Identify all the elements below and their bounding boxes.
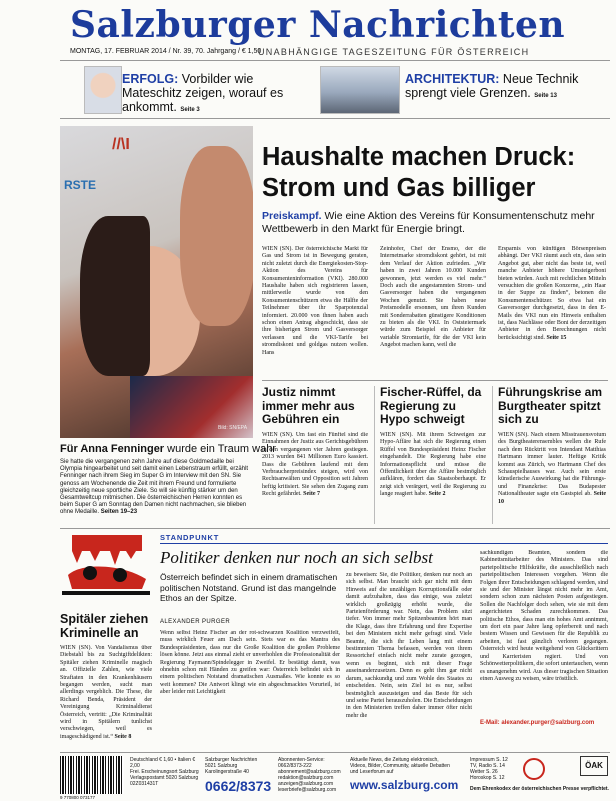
lead-col-2: Zeinhofer, Chef der Ensmo, der die Internetmarke stromdiskont gehört, ist mit dem Verlauf der Aktion zufrieden. „Wir haben in zwei Jahren 10.000 Kunden gewonnen, jetzt werden es viel mehr.“ Doch auch die angestammten Strom- und Gasversorger haben die vergangenen Wochen genutzt. Sie haben neue Preismodelle ersonnen, um ihren Kunden mit Sonderrabatten günstigere Konditionen zu bieten als die VKI. In Oststeiermark würde zum Beispiel ein Anbieter für variable Stromtarife, für die der VKI kein Angebot machen kann, weil die [380,246,486,349]
divider [492,386,493,524]
sub-body-justiz: WIEN (SN). Um fast ein Fünftel sind die Einnahmen der Justiz aus Gerichtsgebühren in den vergangenen vier Jahren gestiegen. 2013 wurden 841 Millionen Euro kassiert. Dass die Gebühren laufend mit dem Verbraucherpreisindex steigen, wird von Rechtsanwälten und Opposition seit Jahren heftig kritisiert. Sie sehen den Zugang zum Recht gefährdet. Seite 7 [262,432,368,498]
sub-body-burgtheater: WIEN (SN). Nach einem Misstrauensvotum des Burgtheaterensembles wellen die Rufe nach dem Rücktritt von Intendant Matthias Hartmann immer lauter. Heftige Kritik kommt aus Zürich, wo Hartmann Chef des Schauspielhauses war. Auch sein erste künstlerische Auswirkung hat die Führungs- und Finanzkrise: Das Budapester Nationaltheater sagte ein Gastspiel ab. Seite 10 [498,432,606,505]
standpunkt-email[interactable]: E-Mail: alexander.purger@salzburg.com [480,720,595,726]
left-story-body: WIEN (SN). Von Vandalismus über Diebstahl bis zu Suchtgiftdelikten: Spitäler ziehen Kriminelle magisch an. Offizielle Zahlen, wie viele Straftaten in den Krankenhäusern begangen werden, sucht man allerdings vergeblich. Die These, die Richard Benda, Präsident der Vereinigung Kriminaldienst Österreich, vertritt: „Die Kriminalität wird in Spitälern tunlichst verschwiegen, weil es imageschädigend ist.“ Seite 8 [60,645,152,740]
photo-sign-logo: //\I [112,136,130,153]
index-row: Impressum S. 12 [470,757,508,763]
oak-badge: ÖAK [580,756,608,776]
barcode-number: 9 770800 073177 [60,795,96,800]
caption-page: Seiten 19–23 [100,509,138,516]
standpunkt-col-1: Wenn selbst Heinz Fischer an der rot-schwarzen Koalition verzweifelt, muss wirklich Feuer am Dach sein. Stets war es das Mantra des Bundespräsidenten, dass nur die Große Koalition die großen Probleme lösen könne. Jetzt aus einmal zieht er unverhohlen die Professionalität der Regierung Faymann/Spindelegger in Zweifel. Er bestätigt damit, was ohnehin schon mit Händen zu greifen war: Österreich befindet sich in einem politischen Notstand dramatischen Ausmaßes. Wie konnte es so weit kommen? Die Antwort klingt wie ein abgeschmacktes Vorurteil, ist aber leider mit Leichtigkeit [160,630,340,696]
left-story-head[interactable]: Spitäler ziehen Kriminelle an [60,612,149,640]
photo-credit: Bild: SN/EPA [218,425,248,431]
standpunkt-col-3: sachkundigen Beamten, sondern die Kabinettsmitarbeiter des Ministers. Das sind parteipolitische Hilfskräfte, die ausschließlich nach parteipolitischen Interessen vorgehen. Wenn die Folgen ihrer Entscheidungen schlagend werden, sind sie und der Minister längst nicht mehr im Amt, sondern schon zum nächsten Posten aufgestiegen. Sollen die Nachfolger doch sehen, wie sie mit dem angerichteten Schaden zurechtkommen. Das politische Ethos, dass man ein hohes Amt annimmt, um dort ein paar Jahre lang opferbereit und nach bestem Wissen und Gewissen für die Republik zu arbeiten, ist fast gänzlich verloren gegangen. Österreich wird heute weitgehend von Glücksrittern und Karrieristen regiert. Und von Schönwetterpolitikern, die sofort untertauchen, wenn es unangenehm wird. Aus dieser tragischen Situation einen Ausweg zu weisen, wäre trösttlich. [480,550,608,682]
sub-head-burgtheater[interactable]: Führungskrise am Burgtheater spitzt sich zu [498,385,603,426]
divider [60,118,610,119]
caption-body: Sie hatte die vergangenen zehn Jahre auf diese Goldmedaille bei Olympia hingearbeitet und seit damit einen Lebenstraum erfüllt, erzählt Fenninger nach ihrem Sieg im Super G im Interview mit den SN. Sie genoss am Wochenende die Zeit mit ihrem Freund und formulierte gleichzeitig neue sportliche Ziele. So will sie künftig stärker um den Gesamtweltcup mitmischen. Die österreichischen Herren konnten es beim Super G am Sonntag den Damen nicht nachmachen, sie blieben ohne Medaille. Seiten 19–23 [60,459,249,516]
lead-headline[interactable]: Haushalte machen Druck: Strom und Gas billiger [262,143,576,202]
index-row: TV, Radio S. 14 [470,763,505,769]
divider [262,380,608,381]
standpunkt-col-2: zu beweisen: Sie, die Politiker, denken nur noch an sich selbst. Man braucht sich gar nicht mit dem Hinweis auf die unzähligen Korruptionsfälle oder damit aufzuhalten, dass das einige, was zuletzt wirklich großzügig erhöht wurde, die Parteienförderung war. Nein, das Problem sitzt tiefer. Von immer mehr Spitzenbeamten hört man die Klage, dass ihre Erfahrung und ihre Expertise bei den Ministern nicht mehr gefragt sind. Viele Beamte, die sich ihr Leben lang mit einem bestimmten Thema befassen, werden von ihrem Ressortchef einfach nicht mehr zurate gezogen, wenn es beginnt, sich mit dieser Frage auseinanderzusetzen. Denn es geht ihm gar nicht darum, sachkundig und zum Wohle des Staates zu entscheiden. Nein, sein Ziel ist es nur, selbst bestmöglich auszusteigen und das Beste für sich und seine Partei herauszuholen. Die Entscheidungen in den Ministerien treffen daher immer öfter nicht mehr die [346,572,472,719]
divider [374,386,375,524]
dateline: MONTAG, 17. FEBRUAR 2014 / Nr. 39, 70. Jahrgang / € 1,50 [70,48,262,55]
standpunkt-intro: Österreich befindet sich in einem dramatischen politischen Notstand. Grund ist das mangelnde Ethos an der Spitze. [160,572,338,603]
teaser-architektur[interactable]: ARCHITEKTUR: Neue Technik sprengt viele Grenzen. Seite 13 [405,72,579,100]
standpunkt-label: STANDPUNKT [160,533,220,542]
photo-sign-erste: RSTE [64,178,97,192]
index-row: Wetter S. 26 [470,769,498,775]
lead-kicker: Preiskampf. Wie eine Aktion des Vereins für Konsumentenschutz mehr Wettbewerb in den Markt für Energie bringt. [262,210,595,235]
teaser-photo-architecture [320,66,400,114]
sub-head-justiz[interactable]: Justiz nimmt immer mehr aus Gebühren ein [262,385,355,426]
index-row: Horoskop S. 12 [470,775,505,781]
woman-hair [80,216,150,376]
footer-address: Salzburger Nachrichten 5021 Salzburg Karolingerstraße 40 [205,757,258,775]
press-council-icon [523,758,545,780]
lead-page: Seite 15 [546,334,567,341]
masthead-title: Salzburger Nachrichten [70,4,566,46]
standpunkt-title[interactable]: Politiker denken nur noch an sich selbst [160,548,433,567]
lead-col-3: Ersparnis von künftigen Börsenpreisen abhängt. Der VKI räumt auch ein, dass sein Angebot gut, aber nicht das beste ist, weil manche Anbieter höhere Umsteigerboni bieten würden. Auch mit rechtlichen Mitteln versuchten die großen Konzerne, „ein Haar in der Suppe zu finden“, betonen die Konsumentenschützer. So etwa hat ein Gasversorger durchgesetzt, dass in den E-Mails des VKI nun ein Hinweis enthalten ist, dass Nachlässe oder Boni der derzeitigen Anbieter in den Berechnungen nicht berücksichtigt sind. Seite 15 [498,246,606,341]
footer-phone[interactable]: 0662/8373 [205,778,272,794]
divider [60,60,610,61]
footer-news: Aktuelle News, die Zeitung elektronisch, Videos, Bilder, Community, aktuelle Debatten und Leserforum auf [350,757,450,775]
divider [160,543,608,544]
standpunkt-author: ALEXANDER PURGER [160,619,231,625]
sub-head-hypo[interactable]: Fischer-Rüffel, da Regierung zu Hypo schweigt [380,385,482,426]
footer-price: Deutschland € 1,60 • Italien € 2,00 Frei. Erscheinungsort Salzburg Verlagspostamt 5020 Salzburg 02Z031431T [130,757,199,787]
footer-web[interactable]: www.salzburg.com [350,778,459,792]
sub-body-hypo: WIEN (SN). Mit ihrem Schweigen zur Hypo-Affäre hat sich die Regierung einen Rüffel von Bundespräsident Heinz Fischer eingehandelt. Die Regierung habe eine Informationspflicht und müsse die Öffentlichkeit über die Affäre bestmöglich aufklären, fordert das Staatsoberhaupt. Er zeigt sich verärgert, weil die Regierung zu lange reagiert habe. Seite 2 [380,432,486,498]
man-face [180,146,253,326]
teaser-photo-mateschitz [84,66,122,114]
footer-abo: Abonnenten-Service: 0662/8373-222 abonnement@salzburg.com redaktion@salzburg.com anzeigen@salzburg.com leserbriefe@salzburg.com [278,757,341,793]
divider [60,528,610,529]
lead-col-1: WIEN (SN). Der österreichische Markt für Gas und Strom ist in Bewegung geraten, nicht zuletzt durch die Energiekosten-Stop-Aktion des Vereins für Konsumenteninformation (VKI). 280.000 Haushalte haben sich registrieren lassen, mittlerweile wurde von den Konsumentenschützern etwa die Hälfte der Teilnehmer über ihr Sparpotenzial informiert. 20.000 von ihnen haben auch schon einen Antrag abgeschickt, dass sie ihre bisherigen Strom und Gasversorger verlassen und die VKI-Tarife bei stromdiskont und goldgas nutzen wollen. Hans [262,246,368,356]
tagline: UNABHÄNGIGE TAGESZEITUNG FÜR ÖSTERREICH [258,47,530,57]
photo-anna-fenninger[interactable] [60,126,253,438]
footer-index [470,757,520,781]
caption-title: Für Anna Fenninger wurde ein Traum wahr [60,443,276,455]
illustration-politicians [60,535,152,601]
teaser-erfolg[interactable]: ERFOLG: Vorbilder wie Mateschitz zeigen, worauf es ankommt. Seite 3 [122,72,284,114]
teaser-kicker: ARCHITEKTUR: [405,72,500,86]
divider [60,752,610,753]
teaser-kicker: ERFOLG: [122,72,179,86]
barcode [60,756,124,794]
footer-ethics: Dem Ehrenkodex der österreichischen Presse verpflichtet. [470,786,609,792]
